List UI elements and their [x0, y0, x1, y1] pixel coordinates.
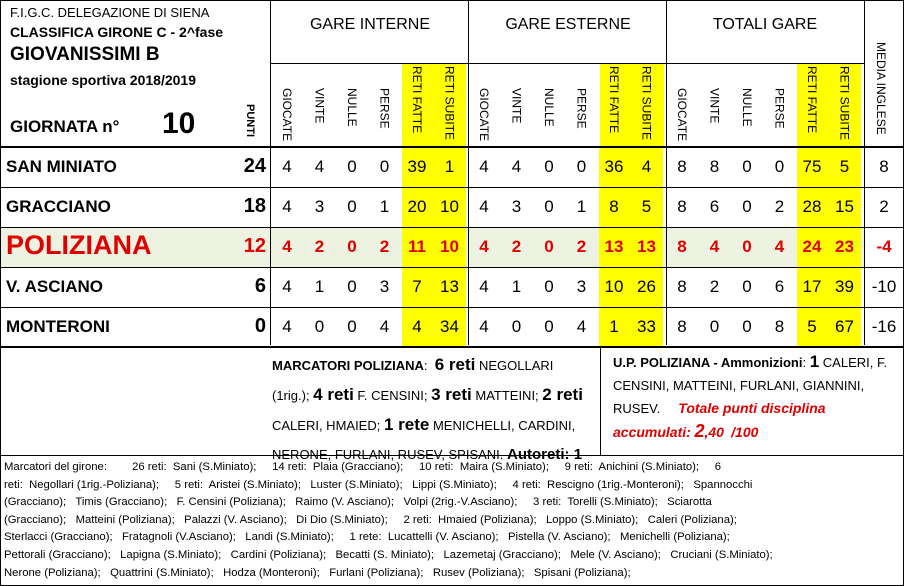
cell-total-1: 8 — [709, 157, 720, 176]
discipline-count: 1 — [809, 352, 820, 371]
poliziana-scorers: MARCATORI POLIZIANA: 6 reti NEGOLLARI (1rig.); 4 reti F. CENSINI; 3 reti MATTEINI; 2 reti CALERI, HMAIED; 1 rete MENICHELLI, CARDINI, NERONE, FURLANI, RUSEV, SPISANI. Autoreti: 1 — [272, 355, 583, 463]
cell-home-1: 1 — [314, 277, 325, 296]
cell-home-3: 2 — [379, 237, 390, 256]
media-inglese: -16 — [871, 317, 897, 336]
team-points: 24 — [243, 155, 266, 177]
cell-total-2: 0 — [742, 197, 752, 216]
scorers-rig: (1rig.); — [272, 388, 314, 403]
cell-home-3: 0 — [379, 157, 390, 176]
cell-home-4: 39 — [407, 157, 427, 176]
cell-away-1: 0 — [511, 317, 522, 336]
cell-home-4: 4 — [412, 317, 422, 336]
discipline-block: U.P. POLIZIANA - Ammonizioni: 1 CALERI, F. CENSINI, MATTEINI, FURLANI, GIANNINI, RUSEV. Totale punti disciplina accumulati: 2,40 /100 — [613, 350, 901, 444]
subheader-home-2: NULLE — [345, 88, 359, 127]
cell-home-0: 4 — [282, 237, 292, 256]
matchday-label: GIORNATA n° — [10, 117, 120, 136]
subheader-total-4: RETI FATTE — [805, 66, 819, 134]
cell-home-2: 0 — [347, 157, 357, 176]
subheader-home-1: VINTE — [312, 88, 327, 124]
group-scorers — [4, 459, 900, 582]
group-home-header: GARE INTERNE — [309, 16, 430, 33]
cell-home-2: 0 — [347, 197, 357, 216]
cell-away-1: 2 — [511, 237, 522, 256]
cell-total-1: 4 — [709, 237, 720, 256]
scorers-2-reti: 2 reti — [542, 385, 583, 404]
group-scorers-line: Nerone (Poliziana); Quattrini (S.Miniato); Hodza (Monteroni); Furlani (Poliziana); Rusev (Poliziana); Spisani (Poliziana); — [4, 566, 631, 579]
cell-total-4: 75 — [802, 157, 822, 176]
scorers-3-reti: 3 reti — [431, 385, 472, 404]
subheader-total-2: NULLE — [740, 88, 754, 127]
cell-home-1: 0 — [314, 317, 325, 336]
cell-away-0: 4 — [479, 197, 489, 216]
cell-away-1: 3 — [511, 197, 522, 216]
cell-away-3: 2 — [576, 237, 587, 256]
classification-label: CLASSIFICA GIRONE C - 2^fase — [10, 24, 224, 40]
cell-away-2: 0 — [544, 197, 554, 216]
scorers-1-names-cont: NERONE, FURLANI, RUSEV, SPISANI. — [272, 447, 508, 462]
cell-total-0: 8 — [677, 197, 687, 216]
group-scorers-line: (Gracciano); Matteini (Poliziana); Palazzi (V. Asciano); Di Dio (S.Miniato); 2 reti: Hmaied (Poliziana); Loppo (S.Miniato); Caleri (Poliziana); — [4, 513, 737, 526]
group-scorers-line: reti: Negollari (1rig.-Poliziana); 5 reti: Aristei (S.Miniato); Luster (S.Miniato); Lippi (S.Miniato); 4 reti: Rescigno (1rig.-Monteroni); Spannocchi — [4, 478, 753, 491]
discipline-total-label: Totale punti disciplina — [678, 400, 826, 416]
team-points: 12 — [243, 235, 266, 257]
subheader-home-4: RETI FATTE — [410, 66, 424, 134]
subheader-home-5: RETI SUBITE — [442, 66, 457, 141]
discipline-accum-decimal: ,40 — [704, 424, 724, 440]
cell-away-5: 5 — [641, 197, 652, 216]
team-points: 0 — [254, 315, 266, 337]
team-name: V. ASCIANO — [6, 277, 103, 296]
cell-total-4: 28 — [802, 197, 822, 216]
matchday-number: 10 — [162, 107, 196, 140]
cell-home-5: 1 — [444, 157, 455, 176]
subheader-away-1: VINTE — [509, 88, 524, 124]
cell-total-2: 0 — [742, 277, 752, 296]
cell-home-5: 10 — [440, 237, 459, 256]
category-title: GIOVANISSIMI B — [10, 44, 160, 65]
cell-total-1: 6 — [709, 197, 720, 216]
cell-total-2: 0 — [742, 237, 752, 256]
subheader-total-5: RETI SUBITE — [837, 66, 852, 141]
subheader-home-0: GIOCATE — [280, 88, 294, 142]
scorers-3-names: MATTEINI; — [471, 388, 543, 403]
season-label: stagione sportiva 2018/2019 — [10, 72, 196, 88]
team-name: POLIZIANA — [6, 230, 152, 260]
team-points: 6 — [254, 275, 266, 297]
cell-away-2: 0 — [544, 237, 554, 256]
group-scorers-line: (Gracciano); Timis (Gracciano); F. Censini (Poliziana); Raimo (V. Asciano); Volpi (2rig.-V.Asciano); 3 reti: Torelli (S.Miniato); Sciarotta — [4, 496, 712, 509]
cell-total-2: 0 — [742, 157, 752, 176]
media-inglese: -10 — [871, 277, 897, 296]
cell-home-3: 1 — [379, 197, 390, 216]
cell-home-0: 4 — [282, 157, 292, 176]
group-scorers-line: Marcatori del girone: 26 reti: Sani (S.Miniato); 14 reti: Plaia (Gracciano); 10 reti: Maira (S.Miniato); 9 reti: Anichini (S.Miniato); 6 — [4, 461, 721, 473]
cell-away-3: 4 — [576, 317, 587, 336]
cell-home-4: 20 — [407, 197, 427, 216]
cell-home-3: 4 — [379, 317, 390, 336]
cell-home-4: 7 — [412, 277, 422, 296]
cell-away-5: 13 — [637, 237, 656, 256]
scorers-2-names: CALERI, HMAIED; — [272, 418, 384, 433]
discipline-accum-label: accumulati: — [613, 424, 691, 440]
discipline-names-1: CALERI, F. — [819, 355, 888, 370]
cell-home-1: 3 — [314, 197, 325, 216]
cell-away-2: 0 — [544, 277, 554, 296]
cell-total-5: 15 — [835, 197, 854, 216]
media-inglese: -4 — [876, 237, 892, 256]
cell-total-2: 0 — [742, 317, 752, 336]
cell-away-1: 4 — [511, 157, 522, 176]
cell-away-0: 4 — [479, 237, 489, 256]
cell-total-0: 8 — [677, 157, 687, 176]
points-header: PUNTI — [244, 104, 256, 137]
cell-away-0: 4 — [479, 277, 489, 296]
cell-total-5: 5 — [839, 157, 850, 176]
team-name: SAN MINIATO — [6, 157, 117, 176]
cell-home-1: 2 — [314, 237, 325, 256]
discipline-title: U.P. POLIZIANA - Ammonizioni — [613, 355, 803, 370]
cell-away-1: 1 — [511, 277, 522, 296]
cell-total-3: 2 — [774, 197, 785, 216]
cell-away-4: 13 — [604, 237, 624, 256]
cell-total-3: 0 — [774, 157, 785, 176]
subheader-away-5: RETI SUBITE — [639, 66, 654, 141]
cell-total-0: 8 — [677, 237, 687, 256]
federation-label: F.I.G.C. DELEGAZIONE DI SIENA — [10, 5, 210, 20]
cell-total-1: 0 — [709, 317, 720, 336]
scorers-4-names: F. CENSINI; — [353, 388, 432, 403]
subheader-away-3: PERSE — [574, 88, 589, 129]
scorers-6-reti: 6 reti — [434, 355, 476, 374]
scorers-6-names: NEGOLLARI — [475, 358, 554, 373]
cell-away-2: 0 — [544, 317, 554, 336]
cell-total-1: 2 — [709, 277, 720, 296]
cell-total-4: 17 — [802, 277, 822, 296]
cell-home-0: 4 — [282, 277, 292, 296]
cell-home-2: 0 — [347, 237, 357, 256]
discipline-names-3: RUSEV. — [613, 401, 661, 416]
cell-away-3: 0 — [576, 157, 587, 176]
media-inglese: 2 — [879, 197, 889, 216]
cell-home-5: 34 — [440, 317, 459, 336]
media-header: MEDIA INGLESE — [874, 42, 888, 135]
cell-away-3: 1 — [576, 197, 587, 216]
team-name: GRACCIANO — [6, 197, 111, 216]
subheader-home-3: PERSE — [377, 88, 392, 129]
cell-home-5: 13 — [440, 277, 459, 296]
cell-away-4: 10 — [604, 277, 624, 296]
subheader-total-0: GIOCATE — [675, 88, 689, 142]
group-total-header: TOTALI GARE — [712, 16, 818, 33]
subheader-total-3: PERSE — [772, 88, 787, 129]
cell-home-1: 4 — [314, 157, 325, 176]
cell-away-5: 33 — [637, 317, 656, 336]
discipline-names-2: CENSINI, MATTEINI, FURLANI, GIANNINI, — [613, 378, 865, 393]
cell-home-0: 4 — [282, 197, 292, 216]
cell-away-0: 4 — [479, 157, 489, 176]
scorers-4-reti: 4 reti — [313, 385, 354, 404]
cell-total-4: 24 — [802, 237, 822, 256]
group-away-header: GARE ESTERNE — [505, 16, 631, 33]
cell-home-2: 0 — [347, 317, 357, 336]
cell-away-5: 4 — [641, 157, 652, 176]
team-name: MONTERONI — [6, 317, 110, 336]
cell-total-0: 8 — [677, 277, 687, 296]
subheader-away-4: RETI FATTE — [607, 66, 621, 134]
cell-total-5: 23 — [835, 237, 854, 256]
own-goals: Autoreti: 1 — [507, 446, 583, 463]
cell-total-5: 67 — [835, 317, 854, 336]
media-inglese: 8 — [879, 157, 889, 176]
discipline-accum-value: 2 — [694, 421, 705, 441]
scorers-title: MARCATORI POLIZIANA — [272, 358, 424, 373]
team-points: 18 — [243, 195, 266, 217]
cell-home-0: 4 — [282, 317, 292, 336]
cell-away-4: 36 — [604, 157, 624, 176]
cell-away-3: 3 — [576, 277, 587, 296]
cell-away-2: 0 — [544, 157, 554, 176]
scorers-1-names: MENICHELLI, CARDINI, — [429, 418, 576, 433]
cell-total-3: 6 — [774, 277, 785, 296]
cell-away-5: 26 — [637, 277, 656, 296]
group-scorers-line: Sterlacci (Gracciano); Fratagnoli (V.Asciano); Landi (S.Miniato); 1 rete: Lucattelli (V. Asciano); Pistella (V. Asciano); Menichelli (Poliziana); — [4, 531, 730, 544]
cell-away-0: 4 — [479, 317, 489, 336]
cell-home-4: 11 — [408, 237, 426, 256]
scorers-1-rete: 1 rete — [383, 415, 430, 434]
cell-total-3: 4 — [774, 237, 785, 256]
cell-away-4: 8 — [609, 197, 619, 216]
cell-total-4: 5 — [807, 317, 817, 336]
subheader-total-1: VINTE — [707, 88, 722, 124]
cell-away-4: 1 — [609, 317, 619, 336]
discipline-accum-max: /100 — [731, 424, 759, 440]
subheader-away-2: NULLE — [542, 88, 556, 127]
cell-total-3: 8 — [774, 317, 785, 336]
group-scorers-line: Pettorali (Gracciano); Lapigna (S.Miniato); Cardini (Poliziana); Becatti (S. Miniato); Lazemetaj (Gracciano); Mele (V. Asciano); Cruciani (S.Miniato); — [4, 548, 773, 561]
cell-total-0: 8 — [677, 317, 687, 336]
cell-total-5: 39 — [835, 277, 854, 296]
subheader-away-0: GIOCATE — [477, 88, 491, 142]
cell-home-3: 3 — [379, 277, 390, 296]
cell-home-5: 10 — [440, 197, 459, 216]
cell-home-2: 0 — [347, 277, 357, 296]
